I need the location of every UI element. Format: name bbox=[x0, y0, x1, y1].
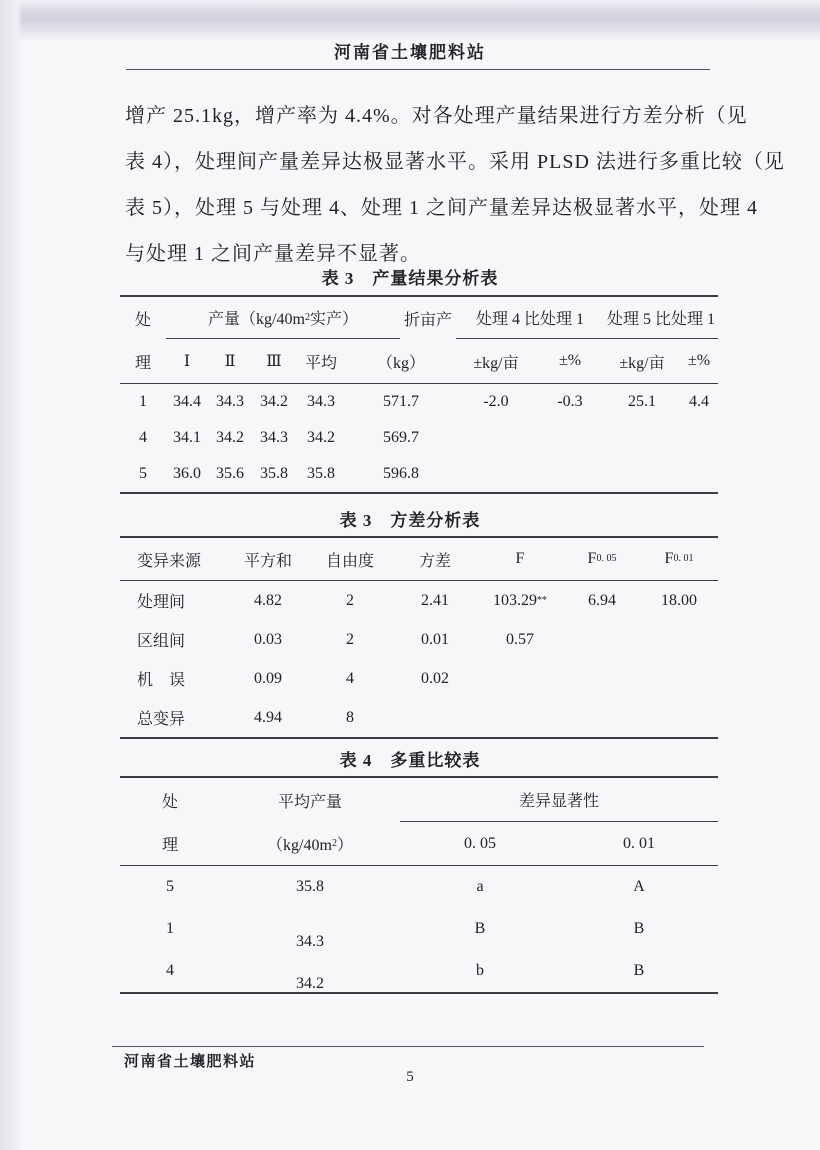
body-paragraph bbox=[125, 93, 785, 277]
cell-treatment: 5 bbox=[139, 465, 147, 482]
cell-f bbox=[476, 698, 564, 737]
cell-ss: 0.03 bbox=[254, 630, 282, 648]
unit-text2: ） bbox=[336, 837, 353, 854]
table-row bbox=[120, 384, 718, 420]
cell-f005: 6.94 bbox=[588, 591, 616, 609]
cell-cmp5-kg: 25.1 bbox=[628, 393, 656, 410]
yield-header-sub-row bbox=[120, 339, 718, 384]
cell-ms bbox=[394, 698, 476, 737]
multi-comparison-table bbox=[120, 776, 718, 994]
cell-ms: 2.41 bbox=[421, 591, 449, 609]
col-rep3: Ⅲ bbox=[266, 353, 282, 370]
cell-df: 2 bbox=[346, 630, 354, 648]
cell-df: 4 bbox=[346, 669, 354, 687]
table-row bbox=[120, 456, 718, 492]
cell-rep2: 35.6 bbox=[216, 465, 244, 482]
cell-rep1: 34.4 bbox=[173, 393, 201, 410]
col-group-significance: 差异显著性 bbox=[400, 778, 718, 822]
cell-cmp5-pct bbox=[680, 456, 718, 492]
col-avg-yield: 平均产量 bbox=[277, 793, 342, 811]
cell-cmp4-kg bbox=[456, 420, 536, 456]
yield-table bbox=[120, 295, 718, 494]
unit-text: （kg/40m bbox=[267, 837, 332, 854]
cell-cmp5-kg bbox=[604, 420, 680, 456]
cell-sig-001: B bbox=[633, 920, 645, 937]
table-row bbox=[120, 866, 718, 908]
table-row bbox=[120, 950, 718, 992]
cell-ms: 0.01 bbox=[421, 630, 449, 648]
cell-average: 34.3 bbox=[307, 393, 335, 410]
col-group-comparisons bbox=[456, 297, 718, 339]
col-group-yield: 产量（kg/40m 2 实产） bbox=[166, 297, 400, 339]
col-group-cmp4: 处理 4 比处理 1 bbox=[475, 311, 584, 328]
multi-header-sub-row bbox=[120, 822, 718, 866]
anova-header-row bbox=[120, 538, 718, 581]
cell-cmp4-kg: -2.0 bbox=[483, 393, 509, 410]
col-variance: 方差 bbox=[418, 552, 451, 570]
cell-f005 bbox=[564, 659, 640, 698]
cell-ss: 4.94 bbox=[254, 708, 282, 726]
cell-cmp4-pct bbox=[536, 456, 604, 492]
footer-organization: 河南省土壤肥料站 bbox=[124, 1054, 257, 1070]
cell-treatment: 1 bbox=[139, 393, 147, 410]
cell-treatment: 4 bbox=[166, 962, 174, 979]
table-row bbox=[120, 659, 718, 698]
anova-table bbox=[120, 536, 718, 739]
cell-df: 2 bbox=[346, 591, 354, 609]
col-deg-freedom: 自由度 bbox=[325, 552, 374, 570]
cell-sig-005: b bbox=[476, 962, 484, 979]
cell-average: 34.2 bbox=[307, 429, 335, 446]
yield-header-group-row bbox=[120, 297, 718, 339]
cell-ms: 0.02 bbox=[421, 669, 449, 687]
cell-cmp5-pct: 4.4 bbox=[689, 393, 709, 410]
col-sum-squares: 平方和 bbox=[243, 552, 292, 570]
cell-treatment: 4 bbox=[139, 429, 147, 446]
col-sig-001: 0. 01 bbox=[623, 834, 655, 852]
cell-f bbox=[476, 620, 564, 659]
cell-f001 bbox=[640, 659, 718, 698]
cell-f001 bbox=[640, 698, 718, 737]
yield-table-title: 表 3 产量结果分析表 bbox=[321, 269, 499, 288]
cell-cmp4-pct: -0.3 bbox=[557, 393, 583, 410]
col-treatment-bottom: 理 bbox=[161, 837, 178, 854]
cell-df: 8 bbox=[346, 708, 354, 726]
yield-unit-text: 产量（kg/40m bbox=[208, 311, 305, 328]
col-per-mu-top: 折亩产 bbox=[403, 311, 452, 329]
cell-sig-005: a bbox=[476, 878, 484, 895]
cell-sig-005: B bbox=[474, 920, 486, 937]
yield-unit-text2: 实产） bbox=[309, 311, 358, 328]
table-row bbox=[120, 908, 718, 950]
cell-rep3: 35.8 bbox=[260, 465, 288, 482]
paragraph-line: 与处理 1 之间产量差异不显著。 bbox=[125, 243, 421, 265]
col-treatment-bottom: 理 bbox=[134, 354, 151, 372]
cell-per-mu: 571.7 bbox=[383, 393, 419, 410]
col-cmp5-kg: ±kg/亩 bbox=[619, 354, 665, 372]
multi-header-group-row bbox=[120, 778, 718, 822]
cell-source: 区组间 bbox=[137, 633, 186, 650]
cell-per-mu: 569.7 bbox=[383, 429, 419, 446]
cell-avg-yield: 35.8 bbox=[296, 878, 324, 895]
cell-cmp5-pct bbox=[680, 420, 718, 456]
col-average: 平均 bbox=[304, 354, 337, 372]
paragraph-line: 增产 25.1kg，增产率为 4.4%。对各处理产量结果进行方差分析（见 bbox=[125, 105, 748, 127]
cell-avg-yield: 34.2 bbox=[296, 975, 324, 992]
cell-rep1: 34.1 bbox=[173, 429, 201, 446]
cell-rep2: 34.3 bbox=[216, 393, 244, 410]
table-row bbox=[120, 420, 718, 456]
cell-ss: 4.82 bbox=[254, 591, 282, 609]
col-avg-yield-unit: （kg/40m 2 ） bbox=[220, 822, 400, 865]
table-row bbox=[120, 620, 718, 659]
cell-f005 bbox=[564, 698, 640, 737]
col-f005: F 0. 05 bbox=[587, 550, 617, 567]
col-treatment-top: 处 bbox=[161, 793, 178, 811]
cell-ss: 0.09 bbox=[254, 669, 282, 687]
f-value: 103.29 bbox=[493, 591, 537, 609]
cell-source: 机 误 bbox=[137, 672, 186, 689]
page-header-title: 河南省土壤肥料站 bbox=[334, 43, 486, 62]
paragraph-line: 表 4），处理间产量差异达极显著水平。采用 PLSD 法进行多重比较（见 bbox=[125, 151, 785, 173]
footer-rule bbox=[112, 1046, 704, 1047]
multi-table-title: 表 4 多重比较表 bbox=[339, 751, 481, 770]
col-variance-source: 变异来源 bbox=[137, 552, 202, 570]
header-rule bbox=[126, 69, 710, 70]
table-row bbox=[120, 698, 718, 737]
cell-rep3: 34.3 bbox=[260, 429, 288, 446]
col-cmp5-pct: ±% bbox=[687, 352, 711, 369]
cell-treatment: 5 bbox=[166, 878, 174, 895]
col-rep1: Ⅰ bbox=[183, 353, 191, 370]
cell-cmp4-pct bbox=[536, 420, 604, 456]
cell-f001: 18.00 bbox=[661, 591, 697, 609]
f-value: 0.57 bbox=[506, 630, 534, 648]
cell-sig-001: B bbox=[633, 962, 645, 979]
scan-top-shadow bbox=[0, 0, 820, 40]
cell-rep1: 36.0 bbox=[173, 465, 201, 482]
col-rep2: Ⅱ bbox=[224, 353, 236, 370]
cell-source: 总变异 bbox=[137, 711, 186, 728]
cell-cmp5-kg bbox=[604, 456, 680, 492]
anova-table-title: 表 3 方差分析表 bbox=[339, 511, 481, 530]
col-treatment-top: 处 bbox=[134, 311, 151, 329]
col-cmp4-pct: ±% bbox=[558, 352, 582, 369]
cell-sig-001: A bbox=[633, 878, 645, 895]
col-group-cmp5: 处理 5 比处理 1 bbox=[606, 311, 715, 328]
page-number: 5 bbox=[406, 1069, 414, 1085]
col-sig-005: 0. 05 bbox=[464, 834, 496, 852]
col-per-mu-unit: （kg） bbox=[376, 354, 425, 372]
scan-left-shadow bbox=[0, 0, 22, 1150]
f005-base: F bbox=[587, 550, 597, 567]
col-f-value: F bbox=[515, 550, 525, 567]
cell-f bbox=[476, 659, 564, 698]
cell-rep2: 34.2 bbox=[216, 429, 244, 446]
cell-average: 35.8 bbox=[307, 465, 335, 482]
cell-f001 bbox=[640, 620, 718, 659]
cell-cmp4-kg bbox=[456, 456, 536, 492]
col-f001: F 0. 01 bbox=[664, 550, 694, 567]
cell-source: 处理间 bbox=[137, 594, 186, 611]
f001-base: F bbox=[664, 550, 674, 567]
table-row bbox=[120, 581, 718, 620]
cell-per-mu: 596.8 bbox=[383, 465, 419, 482]
paragraph-line: 表 5），处理 5 与处理 4、处理 1 之间产量差异达极显著水平，处理 4 bbox=[125, 197, 758, 219]
cell-rep3: 34.2 bbox=[260, 393, 288, 410]
cell-f: 103.29 ** bbox=[493, 591, 547, 609]
cell-treatment: 1 bbox=[166, 920, 174, 937]
col-cmp4-kg: ±kg/亩 bbox=[473, 354, 519, 372]
cell-avg-yield: 34.3 bbox=[296, 933, 324, 950]
cell-f005 bbox=[564, 620, 640, 659]
